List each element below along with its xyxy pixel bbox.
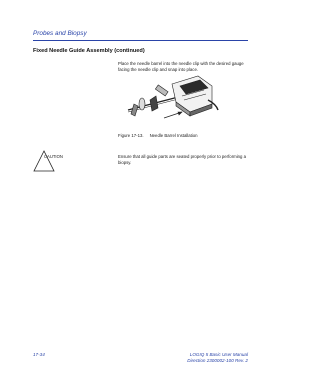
caution-text: Ensure that all guide parts are seated properly prior to performing a biopsy. [118, 154, 247, 166]
figure-number: Figure 17-13. [118, 133, 144, 138]
needle-barrel-illustration [120, 74, 220, 126]
figure-caption [118, 133, 258, 138]
page-header-title: Probes and Biopsy [33, 30, 87, 37]
footer-manual-info [187, 352, 248, 364]
section-title: Fixed Needle Guide Assembly (continued) [33, 48, 145, 54]
footer-direction: Direction 2300002-100 Rev. 2 [187, 358, 248, 364]
footer-page-number: 17-34 [33, 352, 45, 357]
step-text: Place the needle barrel into the needle clip with the desired gauge facing the needle clip and snap into place. [118, 61, 244, 73]
caution-label: CAUTION [44, 154, 63, 159]
footer-manual-title: LOGIQ 5 Basic User Manual [189, 352, 248, 357]
figure-caption-text: Needle Barrel Installation [149, 133, 198, 138]
header-rule [33, 40, 248, 41]
